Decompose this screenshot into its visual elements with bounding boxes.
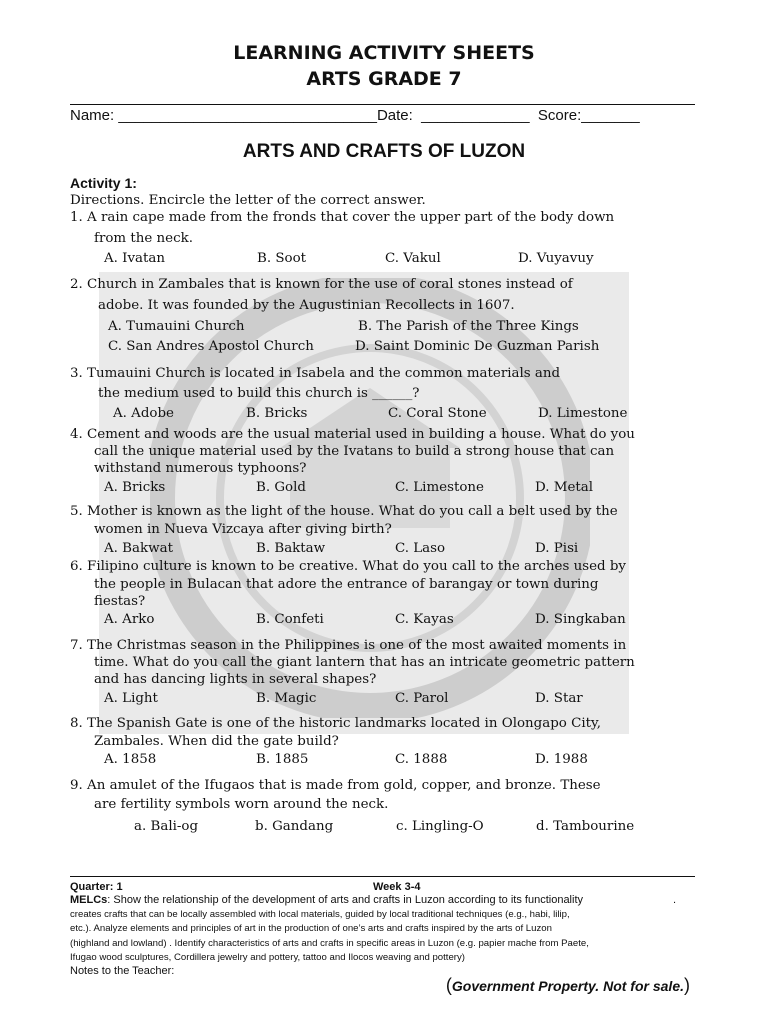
question-7-line-3: and has dancing lights in several shapes? [94,672,377,687]
question-2-option-c: C. San Andres Apostol Church [108,339,314,354]
directions-text: Directions. Encircle the letter of the correct answer. [70,193,426,208]
question-3-line-2: the medium used to build this church is ______? [98,386,420,401]
question-8-option-d: D. 1988 [535,752,588,767]
question-7-option-a: A. Light [104,691,158,706]
question-6-line-3: fiestas? [94,594,146,609]
melcs-line-4: (highland and lowland) . Identify characteristics of arts and crafts in specific areas in Luzon (e.g. papier mache from Paete, [70,938,589,949]
question-4-option-a: A. Bricks [104,480,166,495]
question-3-option-b: B. Bricks [246,406,308,421]
sheet-title: LEARNING ACTIVITY SHEETS [233,42,535,64]
question-4-line-1: 4. Cement and woods are the usual material used in building a house. What do you [70,427,635,442]
melcs-text-1: : Show the relationship of the development of arts and crafts in Luzon according to its functionality [107,894,583,906]
question-2-line-1: 2. Church in Zambales that is known for the use of coral stones instead of [70,277,573,292]
question-9-option-b: b. Gandang [255,819,334,834]
melcs-line-1 [70,894,583,906]
question-6-line-2: the people in Bulacan that adore the entrance of barangay or town during [94,577,599,592]
question-1-option-c: C. Vakul [385,251,441,266]
question-5-line-2: women in Nueva Vizcaya after giving birth? [94,522,392,537]
melcs-line-5: Ifugao wood sculptures, Cordillera jewelry and pottery, tattoo and Ilocos weaving and pottery) [70,952,465,963]
question-7-option-b: B. Magic [256,691,317,706]
question-5-option-c: C. Laso [395,541,446,556]
gov-open-paren: ( [445,975,452,995]
question-9-option-a: a. Bali-og [134,819,199,834]
question-5-option-d: D. Pisi [535,541,579,556]
question-7-line-1: 7. The Christmas season in the Philippines is one of the most awaited moments in [70,638,627,653]
question-1-line-2: from the neck. [94,231,193,246]
question-8-option-b: B. 1885 [256,752,309,767]
question-7-option-c: C. Parol [395,691,449,706]
question-6-option-c: C. Kayas [395,612,454,627]
question-1-line-1: 1. A rain cape made from the fronds that cover the upper part of the body down [70,210,615,225]
week-label: Week 3-4 [373,881,421,893]
question-8-line-1: 8. The Spanish Gate is one of the historic landmarks located in Olongapo City, [70,716,602,731]
question-6-option-b: B. Confeti [256,612,324,627]
gov-text: Government Property. Not for sale. [451,978,684,994]
footer-divider [70,876,695,877]
question-7-line-2: time. What do you call the giant lantern that has an intricate geometric pattern [94,655,635,670]
quarter-label: Quarter: 1 [70,881,123,893]
question-8-option-a: A. 1858 [104,752,157,767]
question-3-option-a: A. Adobe [113,406,174,421]
question-9-option-d: d. Tambourine [536,819,635,834]
question-2-option-a: A. Tumauini Church [108,319,245,334]
question-3-option-d: D. Limestone [538,406,628,421]
grade-title: ARTS GRADE 7 [306,68,462,90]
question-6-option-a: A. Arko [104,612,155,627]
question-4-line-2: call the unique material used by the Ivatans to build a strong house that can [94,444,615,459]
header-divider [70,104,695,105]
page-title: ARTS AND CRAFTS OF LUZON [242,141,526,162]
question-4-option-c: C. Limestone [395,480,484,495]
melcs-dot: . [673,894,677,906]
melcs-line-3: etc.). Analyze elements and principles of art in the production of one’s arts and crafts inspired by the arts of Luzon [70,923,552,934]
question-2-option-b: B. The Parish of the Three Kings [358,319,579,334]
activity-label: Activity 1: [70,175,137,191]
question-4-option-b: B. Gold [256,480,306,495]
question-4-line-3: withstand numerous typhoons? [94,461,307,476]
question-9-line-2: are fertility symbols worn around the neck. [94,797,389,812]
question-5-line-1: 5. Mother is known as the light of the house. What do you call a belt used by the [70,504,618,519]
question-1-option-d: D. Vuyavuy [518,251,594,266]
question-3-line-1: 3. Tumauini Church is located in Isabela and the common materials and [70,366,561,381]
question-9-option-c: c. Lingling-O [396,819,484,834]
question-2-option-d: D. Saint Dominic De Guzman Parish [355,339,600,354]
notes-to-teacher: Notes to the Teacher: [70,965,175,977]
question-3-option-c: C. Coral Stone [388,406,487,421]
question-1-option-b: B. Soot [257,251,307,266]
question-5-option-b: B. Baktaw [256,541,326,556]
question-6-option-d: D. Singkaban [535,612,626,627]
question-8-option-c: C. 1888 [395,752,448,767]
gov-close-paren: ) [684,975,690,995]
question-9-line-1: 9. An amulet of the Ifugaos that is made from gold, copper, and bronze. These [70,778,601,793]
melcs-label: MELCs [70,894,108,906]
question-2-line-2: adobe. It was founded by the Augustinian Recollects in 1607. [98,298,515,313]
question-6-line-1: 6. Filipino culture is known to be creative. What do you call to the arches used by [70,559,626,574]
question-1-option-a: A. Ivatan [104,251,166,266]
name-date-score-line: Name: _______________________________Date: _____________ Score:_______ [70,107,640,124]
question-5-option-a: A. Bakwat [104,541,173,556]
question-4-option-d: D. Metal [535,480,594,495]
government-property-notice [446,975,690,996]
melcs-line-2: creates crafts that can be locally assembled with local materials, guided by local traditional techniques (e.g., habi, lilip, [70,909,570,920]
question-8-line-2: Zambales. When did the gate build? [94,734,339,749]
question-7-option-d: D. Star [535,691,583,706]
